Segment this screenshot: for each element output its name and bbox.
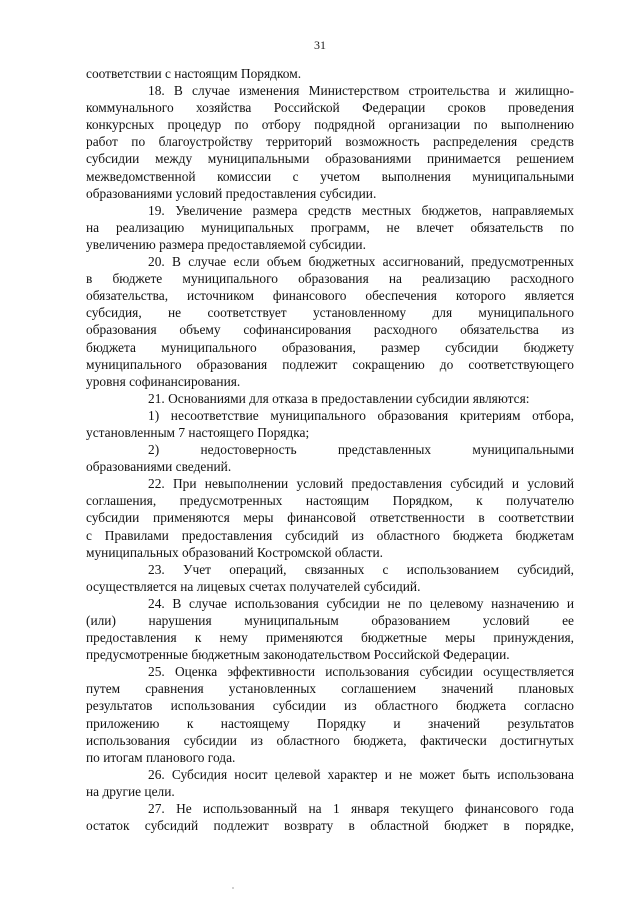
text-line: 19. Увеличение размера средств местных бюджетов, направляемых xyxy=(148,202,574,218)
text-line: осуществляется на лицевых счетах получателей субсидий. xyxy=(86,578,421,594)
text-line: на другие цели. xyxy=(86,783,175,799)
text-line: муниципальных образований Костромской области. xyxy=(86,544,383,560)
text-line: 20. В случае если объем бюджетных ассигнований, предусмотренных xyxy=(148,254,574,270)
text-line: на реализацию муниципальных программ, не влечет обязательств по xyxy=(86,219,574,235)
text-line: 24. В случае использования субсидии не по целевому назначению и xyxy=(148,595,574,611)
text-line: субсидии между муниципальными образованиями принимается решением xyxy=(86,151,574,167)
text-line: обязательства, источником финансового обеспечения которого является xyxy=(86,288,574,304)
text-line: работ по благоустройству территорий возможность распределения средств xyxy=(86,134,574,150)
text-line: муниципального образования подлежит сокращению до соответствующего xyxy=(86,356,574,372)
text-line: предоставления к нему применяются бюджетные меры принуждения, xyxy=(86,630,574,646)
text-line: предусмотренные бюджетным законодательством Российской Федерации. xyxy=(86,647,510,663)
text-line: 2) недостоверность представленных муниципальными xyxy=(148,442,574,458)
text-line: образования объему софинансирования расходного обязательства из xyxy=(86,322,574,338)
text-line: 21. Основаниями для отказа в предоставлении субсидии являются: xyxy=(148,390,530,406)
scan-artifact xyxy=(232,887,234,889)
text-line: установленным 7 настоящего Порядка; xyxy=(86,424,310,440)
text-line: использования субсидии из областного бюджета, фактически достигнутых xyxy=(86,732,574,748)
text-line: 18. В случае изменения Министерством строительства и жилищно- xyxy=(148,83,574,99)
text-line: субсидии применяются меры финансовой ответственности в соответствии xyxy=(86,510,574,526)
text-line: 27. Не использованный на 1 января текущего финансового года xyxy=(148,801,574,817)
text-line: уровня софинансирования. xyxy=(86,373,241,389)
text-line: 26. Субсидия носит целевой характер и не может быть использована xyxy=(148,766,574,782)
text-line: (или) нарушения муниципальным образованием условий ее xyxy=(86,613,574,628)
text-line: увеличению размера предоставляемой субсидии. xyxy=(86,236,366,252)
text-line: в бюджете муниципального образования на реализацию расходного xyxy=(86,271,574,287)
text-line: 22. При невыполнении условий предоставления субсидий и условий xyxy=(148,476,574,492)
text-line: 1) несоответствие муниципального образования критериям отбора, xyxy=(148,407,574,423)
page-number: 31 xyxy=(314,38,326,52)
text-line: соглашения, предусмотренных настоящим Порядком, к получателю xyxy=(86,493,574,509)
text-line: образованиями условий предоставления субсидии. xyxy=(86,185,377,201)
text-line: по итогам планового года. xyxy=(86,749,236,765)
text-line: межведомственной комиссии с учетом выполнения муниципальными xyxy=(86,168,574,184)
text-line: путем сравнения установленных соглашением значений плановых xyxy=(86,681,574,697)
text-line: результатов использования субсидии из областного бюджета согласно xyxy=(86,698,574,714)
document-body xyxy=(86,65,574,834)
text-line: соответствии с настоящим Порядком. xyxy=(86,66,302,81)
text-line: остаток субсидий подлежит возврату в областной бюджет в порядке, xyxy=(86,818,574,834)
text-line: субсидия, не соответствует установленному для муниципального xyxy=(86,305,574,321)
text-line: 23. Учет операций, связанных с использованием субсидий, xyxy=(148,561,574,577)
text-line: с Правилами предоставления субсидий из областного бюджета бюджетам xyxy=(86,527,574,543)
text-line: бюджета муниципального образования, размер субсидии бюджету xyxy=(86,339,574,355)
text-line: конкурсных процедур по отбору подрядной организации по выполнению xyxy=(86,117,574,133)
text-line: 25. Оценка эффективности использования субсидии осуществляется xyxy=(148,664,574,680)
text-line: приложению к настоящему Порядку и значений результатов xyxy=(86,715,574,731)
text-line: коммунального хозяйства Российской Федерации сроков проведения xyxy=(86,100,574,116)
text-line: образованиями сведений. xyxy=(86,459,232,475)
